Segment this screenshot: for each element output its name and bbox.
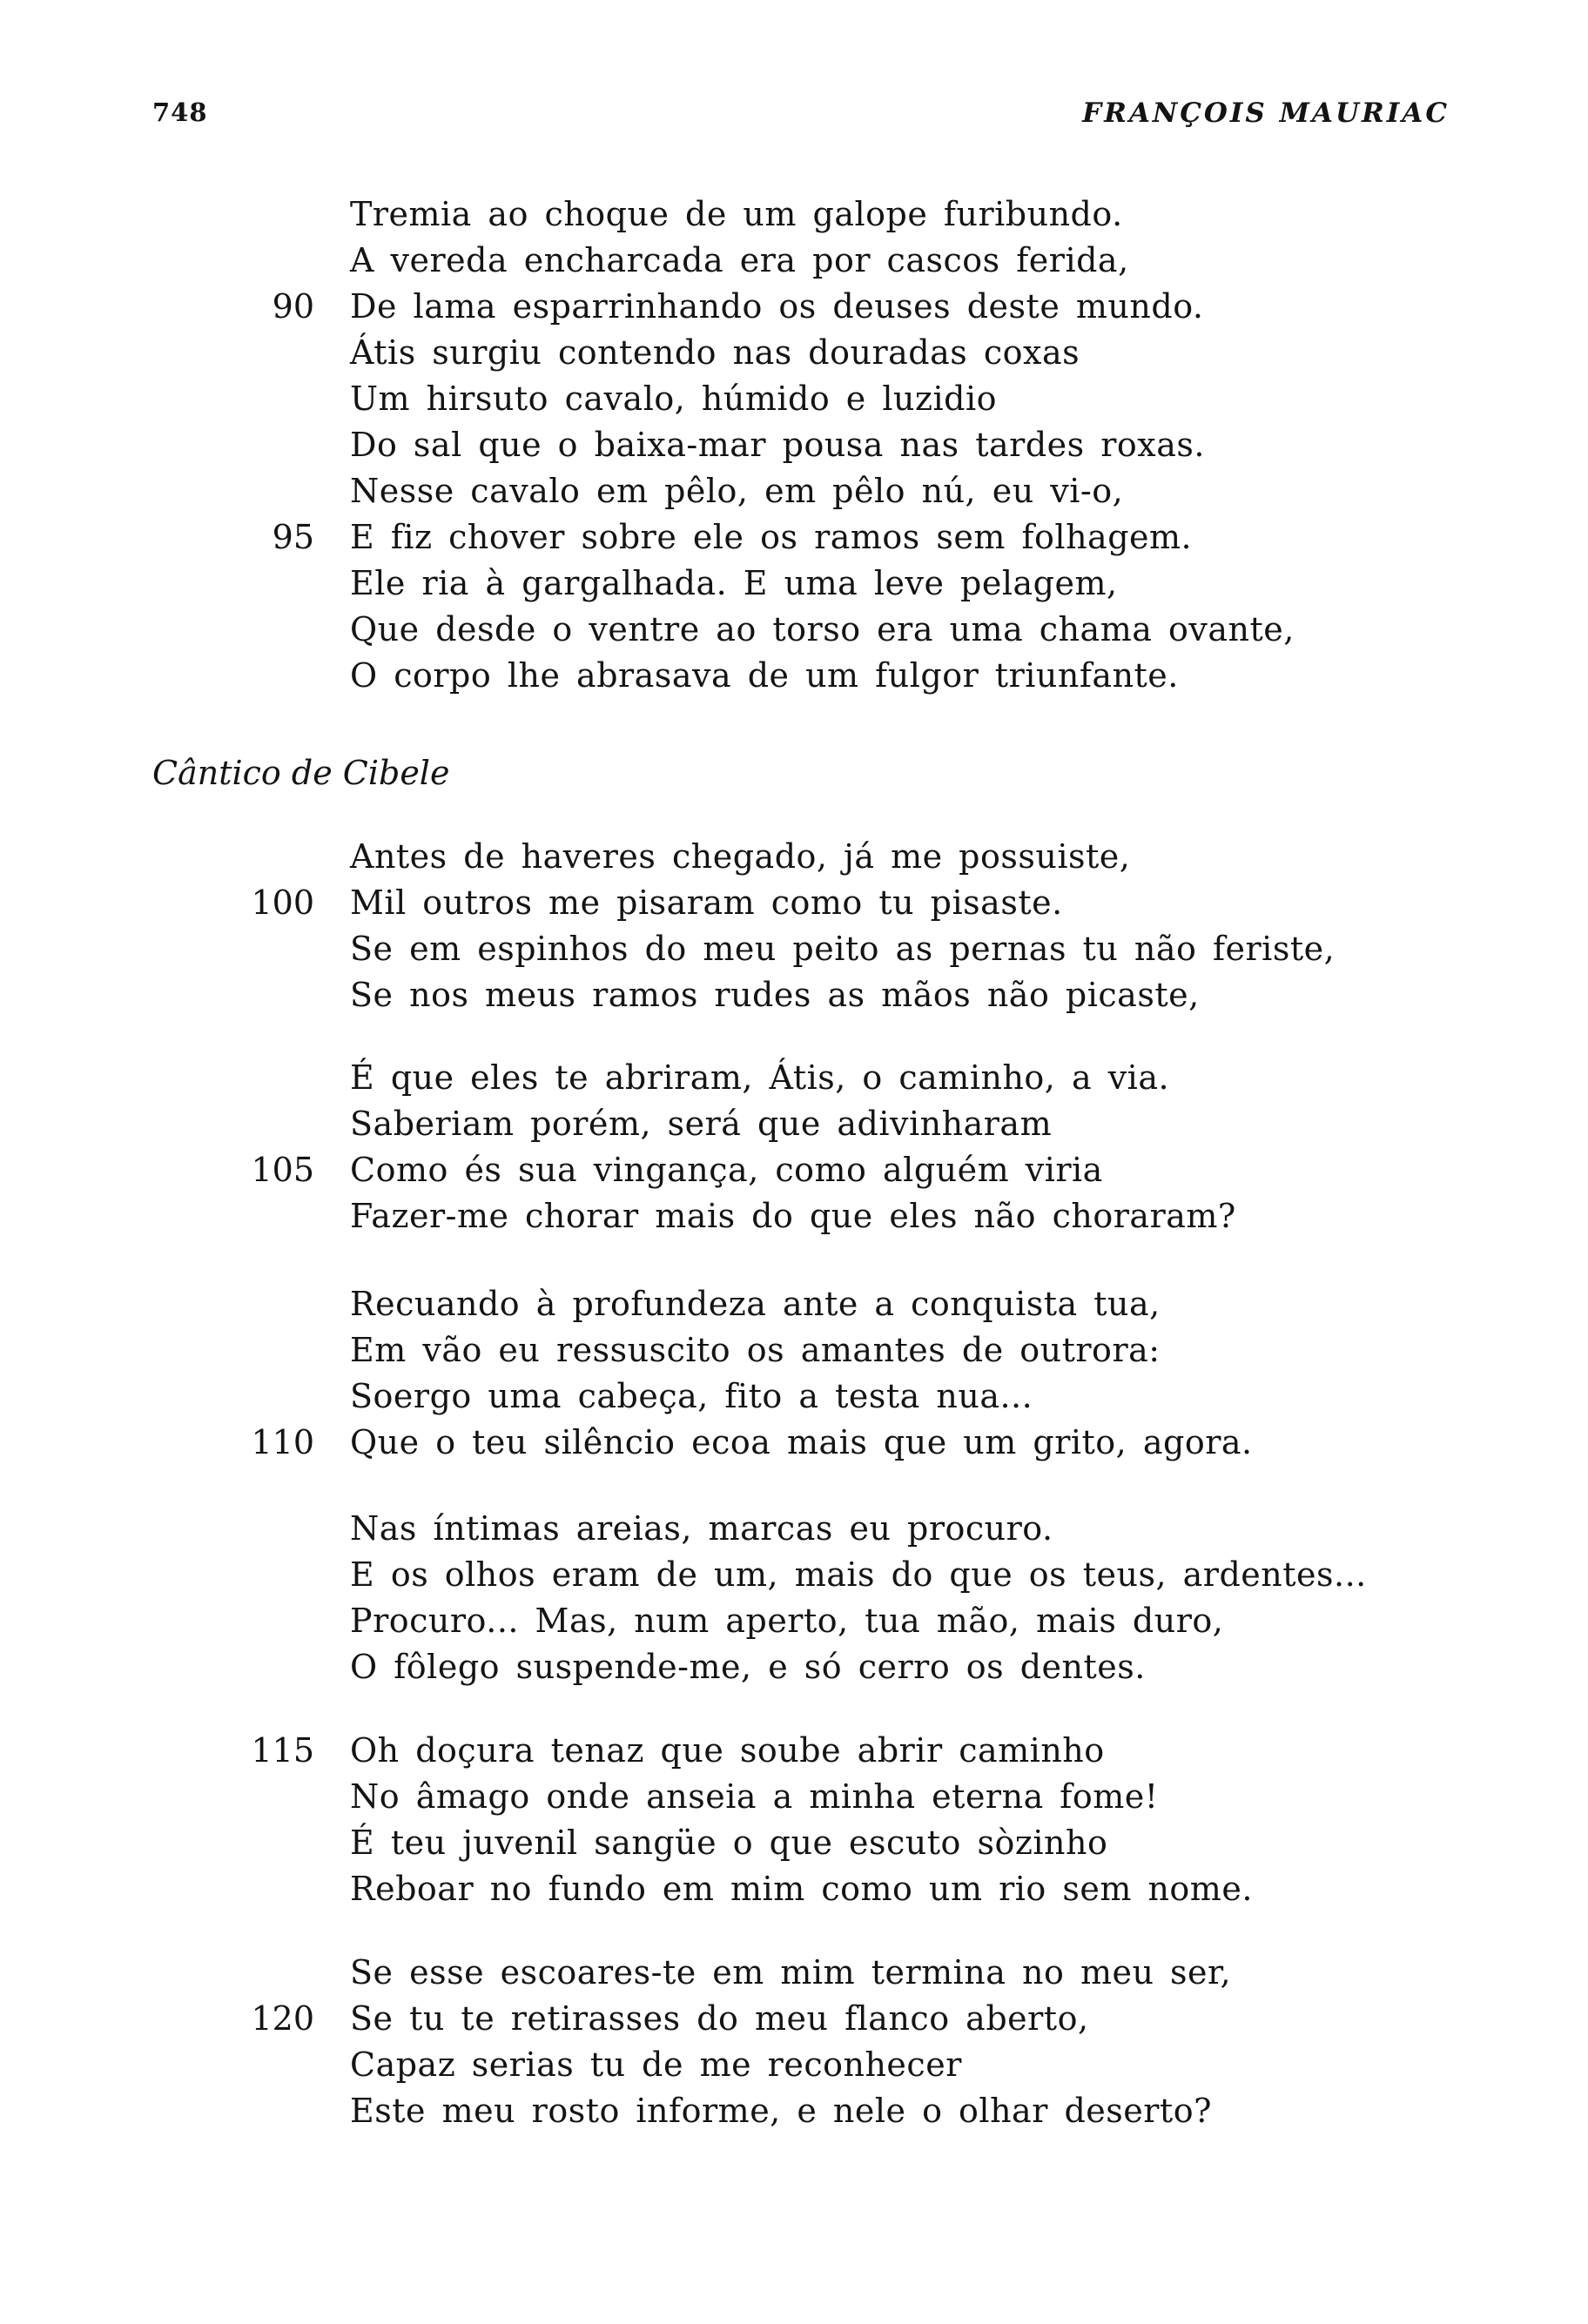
poem-line — [0, 514, 1588, 560]
poem-line — [0, 468, 1588, 514]
line-text: Soergo uma cabeça, fito a testa nua... — [350, 1377, 1033, 1415]
line-text: Fazer-me chorar mais do que eles não choraram? — [350, 1197, 1236, 1235]
line-text: Como és sua vingança, como alguém viria — [350, 1151, 1103, 1189]
line-text: Em vão eu ressuscito os amantes de outrora: — [350, 1331, 1161, 1369]
line-number: 115 — [251, 1731, 314, 1770]
line-text: Saberiam porém, será que adivinharam — [350, 1105, 1053, 1143]
poem-line — [0, 1193, 1588, 1239]
poem-line — [0, 1866, 1588, 1911]
line-text: De lama esparrinhando os deuses deste mundo. — [350, 287, 1204, 326]
line-text: Átis surgiu contendo nas douradas coxas — [350, 333, 1080, 372]
poem-line — [0, 1506, 1588, 1551]
line-text: Que o teu silêncio ecoa mais que um grito, agora. — [350, 1423, 1253, 1461]
line-text: Se em espinhos do meu peito as pernas tu não feriste, — [350, 930, 1336, 968]
poem-line — [0, 880, 1588, 925]
line-text: Se tu te retirasses do meu flanco aberto, — [350, 1999, 1089, 2038]
line-text: O fôlego suspende-me, e só cerro os dentes. — [350, 1648, 1146, 1686]
poem-line — [0, 834, 1588, 879]
poem-line — [0, 1644, 1588, 1689]
poem-line — [0, 1420, 1588, 1465]
poem-line — [0, 1552, 1588, 1597]
line-text: É teu juvenil sangüe o que escuto sòzinho — [350, 1824, 1108, 1862]
line-text: Um hirsuto cavalo, húmido e luzidio — [350, 379, 998, 418]
line-number: 100 — [251, 883, 314, 922]
poem-line — [0, 1774, 1588, 1819]
line-text: E os olhos eram de um, mais do que os teus, ardentes... — [350, 1555, 1367, 1594]
line-text: É que eles te abriram, Átis, o caminho, a via. — [350, 1058, 1170, 1097]
poem-line — [0, 607, 1588, 652]
section-title: Cântico de Cibele — [152, 754, 450, 792]
line-text: E fiz chover sobre ele os ramos sem folhagem. — [350, 518, 1193, 556]
poem-line — [0, 926, 1588, 971]
poem-line — [0, 284, 1588, 329]
poem-line — [0, 2042, 1588, 2087]
line-text: Mil outros me pisaram como tu pisaste. — [350, 883, 1063, 922]
poem-line — [0, 1820, 1588, 1865]
line-text: O corpo lhe abrasava de um fulgor triunfante. — [350, 656, 1179, 695]
poem-line — [0, 238, 1588, 283]
running-head: FRANÇOIS MAURIAC — [1082, 97, 1450, 129]
line-number: 110 — [251, 1423, 314, 1461]
poem-line — [0, 1147, 1588, 1192]
poem-line — [0, 653, 1588, 698]
poem-line — [0, 1950, 1588, 1995]
line-text: Se nos meus ramos rudes as mãos não picaste, — [350, 976, 1200, 1014]
line-text: Reboar no fundo em mim como um rio sem nome. — [350, 1870, 1253, 1908]
line-text: Procuro... Mas, num aperto, tua mão, mais duro, — [350, 1602, 1224, 1640]
line-text: Nesse cavalo em pêlo, em pêlo nú, eu vi-o, — [350, 472, 1124, 510]
line-text: A vereda encharcada era por cascos ferida, — [350, 241, 1129, 279]
line-text: Este meu rosto informe, e nele o olhar deserto? — [350, 2092, 1212, 2130]
line-text: Ele ria à gargalhada. E uma leve pelagem, — [350, 564, 1118, 602]
poem-line — [0, 1327, 1588, 1373]
poem-line — [0, 1996, 1588, 2041]
line-text: Oh doçura tenaz que soube abrir caminho — [350, 1731, 1105, 1770]
line-text: No âmago onde anseia a minha eterna fome! — [350, 1777, 1159, 1816]
poem-line — [0, 561, 1588, 606]
poem-line — [0, 1055, 1588, 1100]
line-number: 120 — [251, 1999, 314, 2038]
poem-line — [0, 422, 1588, 467]
poem-line — [0, 376, 1588, 421]
poem-line — [0, 1728, 1588, 1773]
poem-line — [0, 1598, 1588, 1643]
line-text: Nas íntimas areias, marcas eu procuro. — [350, 1509, 1053, 1548]
poem-line — [0, 1281, 1588, 1327]
line-text: Tremia ao choque de um galope furibundo. — [350, 195, 1123, 233]
poem-line — [0, 330, 1588, 375]
poem-line — [0, 2088, 1588, 2133]
poem-line — [0, 191, 1588, 237]
page-header — [152, 97, 1450, 141]
line-text: Do sal que o baixa-mar pousa nas tardes roxas. — [350, 426, 1205, 464]
line-text: Capaz serias tu de me reconhecer — [350, 2045, 962, 2084]
line-text: Recuando à profundeza ante a conquista tua, — [350, 1285, 1161, 1323]
page-number: 748 — [152, 97, 208, 127]
line-text: Que desde o ventre ao torso era uma chama ovante, — [350, 610, 1295, 648]
poem-line — [0, 1374, 1588, 1419]
poem-line — [0, 972, 1588, 1018]
line-number: 90 — [272, 287, 314, 326]
line-number: 105 — [251, 1151, 314, 1189]
line-text: Se esse escoares-te em mim termina no meu ser, — [350, 1953, 1232, 1992]
poem-line — [0, 1101, 1588, 1146]
line-text: Antes de haveres chegado, já me possuiste, — [350, 837, 1131, 876]
line-number: 95 — [272, 518, 314, 556]
